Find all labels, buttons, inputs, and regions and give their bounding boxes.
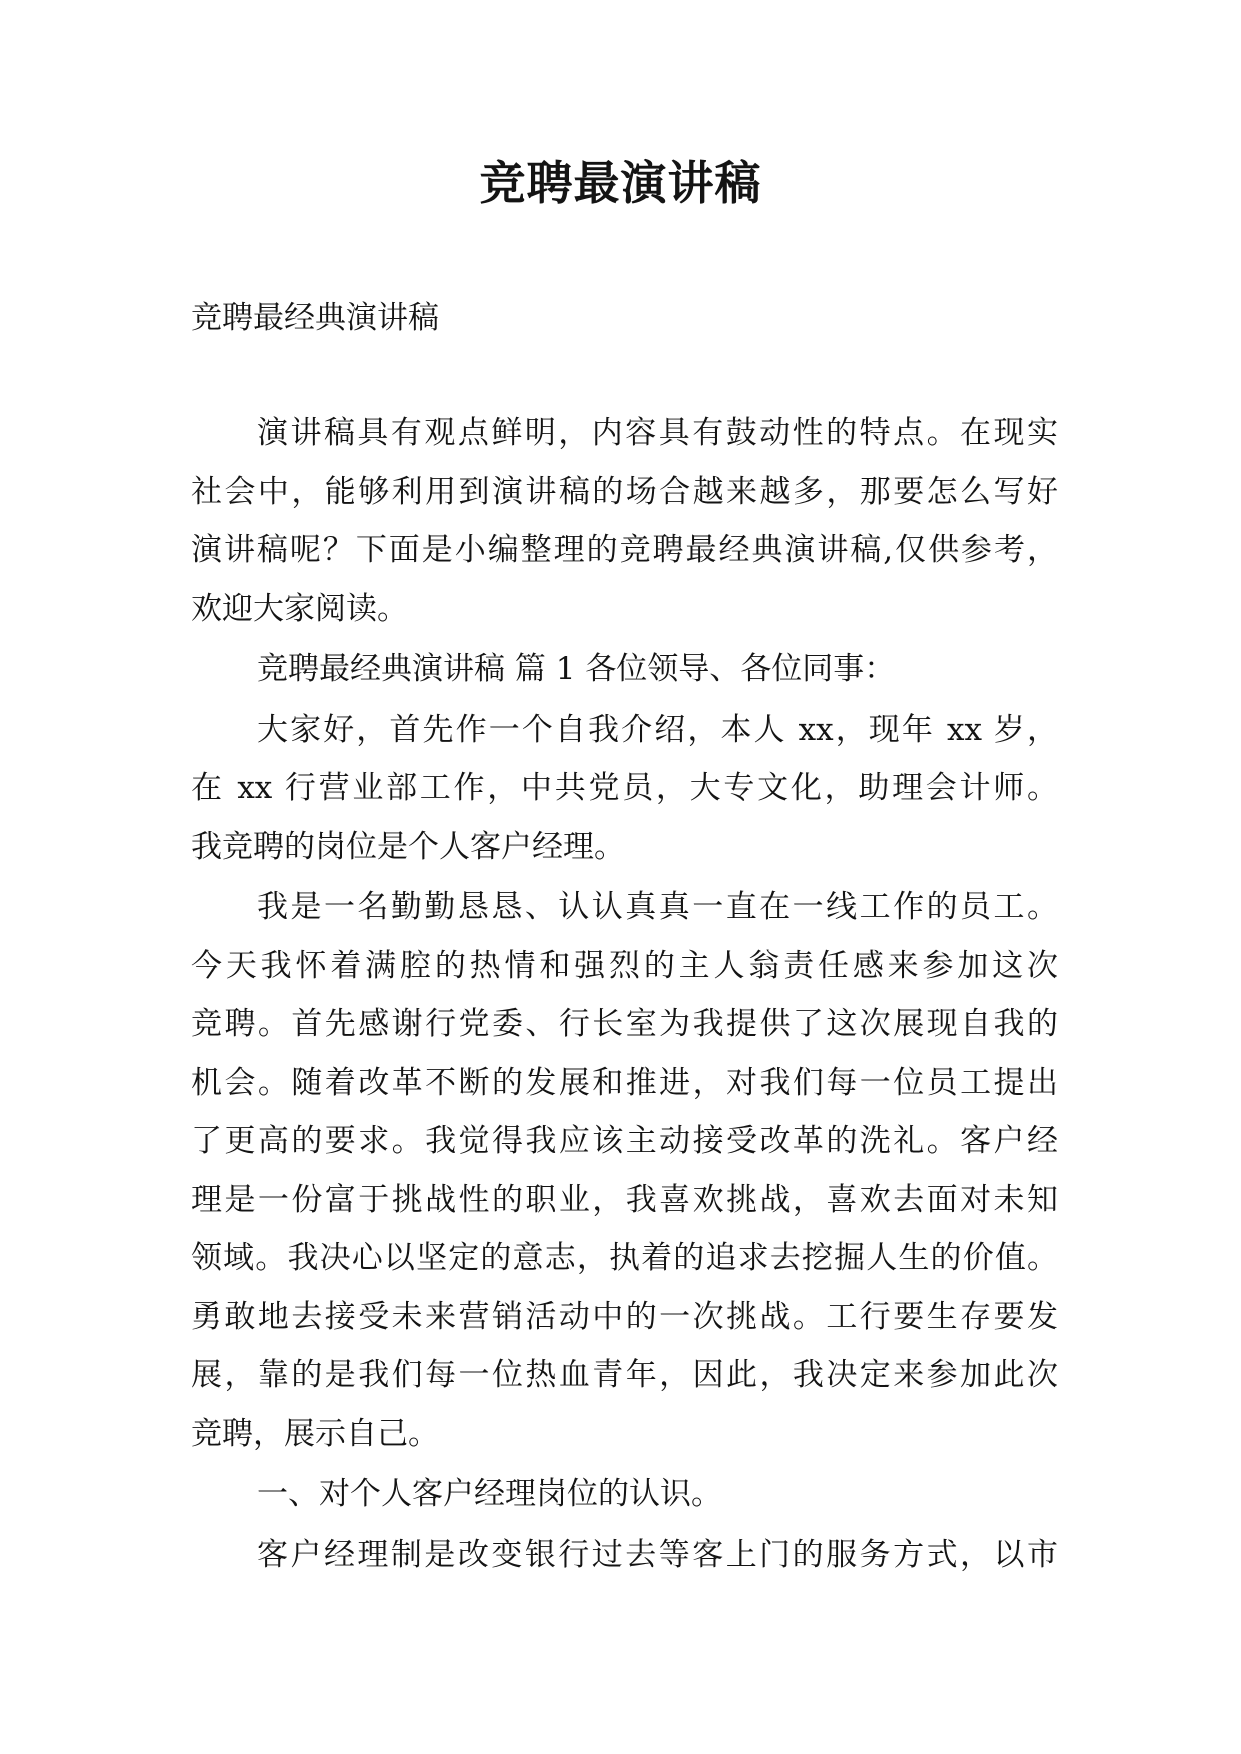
paragraph-line — [191, 404, 1058, 463]
line-text: 我是一名勤勤恳恳、认认真真一直在一线工作的员工。 — [257, 889, 1058, 925]
paragraph-line — [191, 521, 1058, 580]
line-text: 客户经理制是改变银行过去等客上门的服务方式，以市 — [257, 1536, 1058, 1573]
paragraph — [191, 701, 1058, 877]
paragraph-line — [191, 1526, 1058, 1585]
line-text: 展，靠的是我们每一位热血青年，因此，我决定来参加此次 — [191, 1357, 1058, 1393]
line-text: 我竞聘的岗位是个人客户经理。 — [191, 828, 625, 865]
paragraph-line — [191, 1288, 1058, 1347]
paragraph-line — [191, 463, 1058, 522]
paragraph-line — [191, 701, 1058, 760]
line-text: 欢迎大家阅读。 — [191, 590, 408, 627]
line-text: 一、对个人客户经理岗位的认识。 — [257, 1476, 722, 1512]
paragraph-line — [191, 818, 1058, 877]
paragraph — [191, 404, 1058, 638]
line-text: 演讲稿呢？下面是小编整理的竞聘最经典演讲稿,仅供参考， — [191, 532, 1058, 568]
paragraph-line — [191, 759, 1058, 818]
paragraph-line — [191, 878, 1058, 937]
line-text: 竞聘最经典演讲稿 篇 1 各位领导、各位同事： — [257, 651, 896, 687]
paragraph-line — [191, 937, 1058, 996]
line-text: 竞聘，展示自己。 — [191, 1415, 439, 1452]
paragraph — [191, 1526, 1058, 1585]
line-text: 大家好，首先作一个自我介绍，本人 xx，现年 xx 岁， — [257, 711, 1058, 748]
paragraph-line — [191, 1171, 1058, 1230]
paragraph-line — [191, 1054, 1058, 1113]
paragraph-line — [191, 580, 1058, 639]
paragraph-line — [191, 1465, 1058, 1524]
line-text: 竞聘。首先感谢行党委、行长室为我提供了这次展现自我的 — [191, 1006, 1058, 1042]
paragraph — [191, 1465, 1058, 1524]
line-text: 社会中，能够利用到演讲稿的场合越来越多，那要怎么写好 — [191, 473, 1058, 510]
paragraph-line — [191, 1112, 1058, 1171]
line-text: 了更高的要求。我觉得我应该主动接受改革的洗礼。客户经 — [191, 1123, 1058, 1159]
document-subtitle: 竞聘最经典演讲稿 — [191, 300, 439, 336]
paragraph-line — [191, 1229, 1058, 1288]
line-text: 演讲稿具有观点鲜明，内容具有鼓动性的特点。在现实 — [257, 415, 1058, 451]
document-title: 竞聘最演讲稿 — [479, 156, 762, 210]
paragraph-line — [191, 640, 1058, 699]
line-text: 勇敢地去接受未来营销活动中的一次挑战。工行要生存要发 — [191, 1298, 1058, 1335]
line-text: 机会。随着改革不断的发展和推进，对我们每一位员工提出 — [191, 1064, 1058, 1101]
paragraph — [191, 640, 1058, 699]
paragraph — [191, 878, 1058, 1463]
line-text: 今天我怀着满腔的热情和强烈的主人翁责任感来参加这次 — [191, 947, 1058, 984]
document-body — [191, 404, 1058, 1586]
line-text: 在 xx 行营业部工作，中共党员，大专文化，助理会计师。 — [191, 770, 1058, 806]
paragraph-line — [191, 995, 1058, 1054]
line-text: 领域。我决心以坚定的意志，执着的追求去挖掘人生的价值。 — [191, 1240, 1058, 1276]
paragraph-line — [191, 1405, 1058, 1464]
paragraph-line — [191, 1346, 1058, 1405]
line-text: 理是一份富于挑战性的职业，我喜欢挑战，喜欢去面对未知 — [191, 1181, 1058, 1218]
